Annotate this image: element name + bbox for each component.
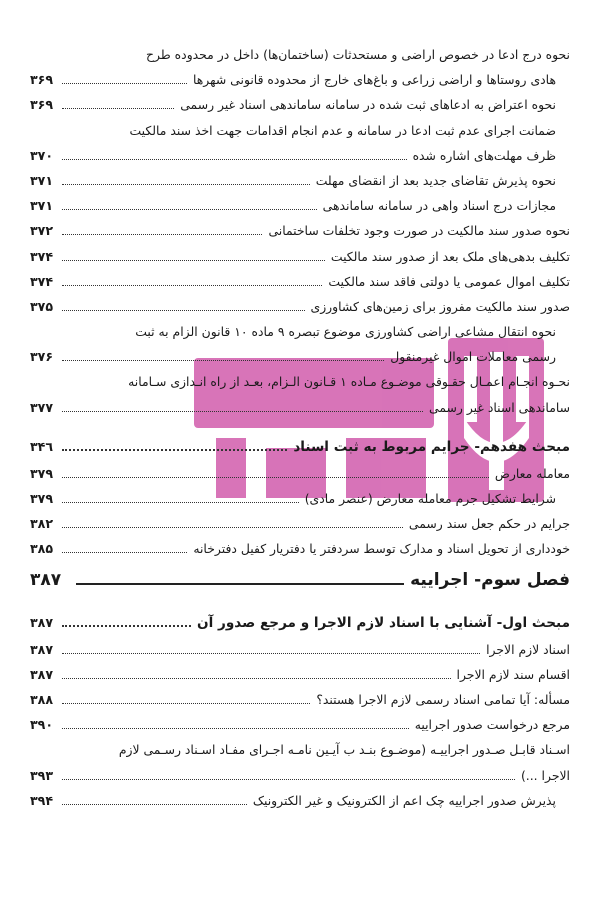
toc-entry[interactable] (30, 244, 570, 269)
leader-dots (62, 108, 174, 109)
toc-entry[interactable] (30, 687, 570, 712)
entry-title: خودداری از تحویل اسناد و مدارک توسط سردفتر یا دفتریار کفیل دفترخانه (193, 541, 570, 557)
toc-entry[interactable] (30, 662, 570, 687)
page-number: ۳۷۱ (30, 198, 54, 214)
leader-dots (62, 234, 262, 235)
leader-dots (62, 527, 403, 528)
leader-dots (62, 411, 423, 412)
leader-dots (62, 779, 515, 780)
leader-dots (62, 285, 322, 286)
page-number: ۳۴٦ (30, 438, 54, 454)
page-number: ۳۷۲ (30, 223, 54, 239)
toc-entry[interactable] (30, 486, 570, 511)
entry-title: اقسام سند لازم الاجرا (456, 666, 570, 682)
toc-entry[interactable] (30, 218, 570, 243)
leader-dots (62, 625, 191, 627)
toc-heading[interactable] (30, 432, 570, 461)
entry-title: معامله معارض (494, 465, 570, 481)
page-number: ۳۷۶ (30, 349, 54, 365)
entry-title: نحوه اعتراض به ادعاهای ثبت شده در سامانه ساماندهی اسناد غیر رسمی (180, 97, 556, 113)
chapter-rule (76, 583, 404, 585)
leader-dots (62, 703, 310, 704)
leader-dots (62, 449, 287, 451)
toc-entry[interactable] (30, 461, 570, 486)
toc-entry[interactable] (30, 637, 570, 662)
page-number: ۳۸۷ (30, 569, 62, 590)
leader-dots (62, 310, 305, 311)
entry-title: صدور سند مالکیت مفروز برای زمین‌های کشاورزی (310, 298, 570, 314)
leader-dots (62, 83, 187, 84)
page-number: ۳۸۷ (30, 666, 54, 682)
toc-entry[interactable] (30, 763, 570, 788)
entry-title: مجازات درج اسناد واهی در سامانه ساماندهی (322, 198, 556, 214)
entry-title: نحوه پذیرش تقاضای جدید بعد از انقضای مهلت (315, 172, 556, 188)
entry-title: ظرف مهلت‌های اشاره شده (412, 147, 556, 163)
toc-entry[interactable] (30, 712, 570, 737)
heading-title: مبحث اول- آشنایی با اسناد لازم الاجرا و مرجع صدور آن (197, 614, 570, 631)
entry-title: هادی روستاها و اراضی زراعی و باغ‌های خارج از محدوده قانونی شهرها (192, 72, 556, 88)
chapter-title: فصل سوم- اجراییه (410, 569, 570, 590)
page-number: ۳۹۰ (30, 717, 54, 733)
entry-title: الاجرا ...) (520, 767, 570, 783)
toc-entry[interactable] (30, 92, 570, 117)
entry-title: تکلیف بدهی‌های ملک بعد از صدور سند مالکیت (330, 248, 570, 264)
toc-line: نحوه درج ادعا در خصوص اراضی و مستحدثات (ساختمان‌ها) داخل در محدوده طرح (146, 47, 570, 62)
leader-dots (62, 360, 384, 361)
toc-entry[interactable] (30, 395, 570, 420)
toc-entry[interactable] (30, 788, 570, 813)
page-number: ۳۸۷ (30, 641, 54, 657)
heading-title: مبحث هفدهم- جرایم مربوط به ثبت اسناد (293, 438, 570, 455)
entry-title: جرایم در حکم جعل سند رسمی (408, 516, 570, 532)
page-number: ۳۸۸ (30, 691, 54, 707)
leader-dots (62, 653, 480, 654)
page-number: ۳۷۵ (30, 298, 54, 314)
page-number: ۳۶۹ (30, 72, 54, 88)
toc-line: نحوه انتقال مشاعی اراضی کشاورزی موضوع تبصره ۹ ماده ۱۰ قانون الزام به ثبت (135, 324, 556, 340)
entry-title: نحوه صدور سند مالکیت در صورت وجود تخلفات ساختمانی (268, 223, 570, 239)
page-number: ۳۶۹ (30, 97, 54, 113)
toc-entry[interactable] (30, 168, 570, 193)
leader-dots (62, 159, 407, 160)
toc-entry[interactable] (30, 294, 570, 319)
leader-dots (62, 502, 299, 503)
page-number: ۳۸۲ (30, 516, 54, 532)
toc-entry[interactable] (30, 67, 570, 92)
toc-entry[interactable] (30, 511, 570, 536)
toc-entry[interactable] (30, 143, 570, 168)
leader-dots (62, 477, 489, 478)
page-number: ۳۹۴ (30, 792, 54, 808)
toc-entry[interactable] (30, 536, 570, 561)
entry-title: پذیرش صدور اجراییه چک اعم از الکترونیک و غیر الکترونیک (252, 792, 556, 808)
toc-entry[interactable] (30, 269, 570, 294)
page-number: ۳۷۰ (30, 147, 54, 163)
page-number: ۳۷۱ (30, 172, 54, 188)
entry-title: ساماندهی اسناد غیر رسمی (429, 399, 570, 415)
leader-dots (62, 552, 187, 553)
page-number: ۳۷۹ (30, 491, 54, 506)
toc-entry[interactable] (30, 193, 570, 218)
leader-dots (62, 728, 409, 729)
leader-dots (62, 184, 310, 185)
table-of-contents (30, 42, 570, 813)
leader-dots (62, 260, 325, 261)
page-number: ۳۷۹ (30, 465, 54, 481)
page-number: ۳۹۳ (30, 767, 54, 783)
toc-line: نحـوه انجـام اعمـال حقـوقی موضـوع مـاده ۱ قـانون الـزام، بعـد از راه انـدازی سـامانه (128, 374, 570, 390)
entry-title: مسأله: آیا تمامی اسناد رسمی لازم الاجرا هستند؟ (316, 691, 570, 707)
entry-title: رسمی معاملات اموال غیرمنقول (390, 349, 556, 365)
leader-dots (62, 804, 247, 805)
toc-entry[interactable] (30, 344, 570, 369)
toc-line: اسـناد قابـل صـدور اجراییـه (موضـوع بنـد ب آیـین نامـه اجـرای مفـاد اسـناد رسـمی لازم (118, 742, 570, 758)
entry-title: اسناد لازم الاجرا (486, 641, 570, 657)
toc-heading[interactable] (30, 608, 570, 637)
toc-line: ضمانت اجرای عدم ثبت ادعا در سامانه و عدم انجام اقدامات جهت اخذ سند مالکیت (129, 122, 556, 138)
entry-title: مرجع درخواست صدور اجراییه (414, 717, 570, 733)
leader-dots (62, 678, 451, 679)
page-number: ۳۸۵ (30, 541, 54, 557)
entry-title: تکلیف اموال عمومی یا دولتی فاقد سند مالکیت (328, 273, 570, 289)
page-number: ۳۸۷ (30, 614, 54, 630)
entry-title: شرایط تشکیل جرم معامله معارض (عنصر مادی) (304, 491, 556, 506)
toc-chapter[interactable] (30, 564, 570, 596)
page-number: ۳۷۷ (30, 399, 54, 415)
page-number: ۳۷۴ (30, 273, 54, 289)
page-number: ۳۷۴ (30, 248, 54, 264)
leader-dots (62, 209, 317, 210)
